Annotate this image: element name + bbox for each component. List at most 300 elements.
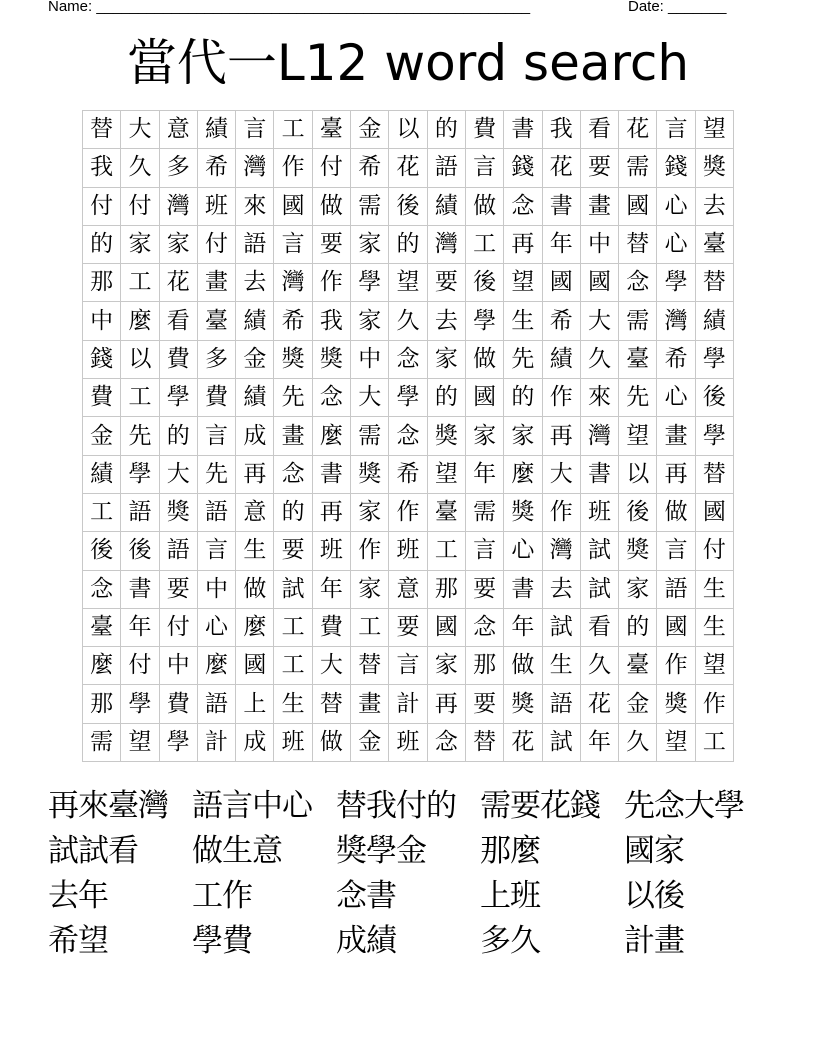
grid-cell[interactable]: 望 <box>695 111 733 149</box>
grid-cell[interactable]: 家 <box>351 493 389 531</box>
grid-cell[interactable]: 年 <box>465 455 503 493</box>
grid-cell[interactable]: 作 <box>274 149 312 187</box>
grid-cell[interactable]: 去 <box>427 302 465 340</box>
grid-cell[interactable]: 灣 <box>159 187 197 225</box>
grid-cell[interactable]: 學 <box>465 302 503 340</box>
grid-cell[interactable]: 要 <box>427 264 465 302</box>
grid-cell[interactable]: 付 <box>312 149 350 187</box>
grid-cell[interactable]: 國 <box>274 187 312 225</box>
grid-cell[interactable]: 再 <box>657 455 695 493</box>
grid-cell[interactable]: 後 <box>389 187 427 225</box>
grid-cell[interactable]: 家 <box>427 340 465 378</box>
grid-cell[interactable]: 做 <box>465 187 503 225</box>
grid-cell[interactable]: 年 <box>542 225 580 263</box>
grid-cell[interactable]: 中 <box>197 570 235 608</box>
grid-cell[interactable]: 國 <box>619 187 657 225</box>
grid-cell[interactable]: 中 <box>351 340 389 378</box>
grid-cell[interactable]: 計 <box>389 685 427 723</box>
grid-cell[interactable]: 費 <box>83 379 121 417</box>
grid-cell[interactable]: 計 <box>197 723 235 761</box>
grid-cell[interactable]: 語 <box>159 532 197 570</box>
grid-cell[interactable]: 獎 <box>695 149 733 187</box>
grid-cell[interactable]: 語 <box>121 493 159 531</box>
grid-cell[interactable]: 獎 <box>159 493 197 531</box>
grid-cell[interactable]: 念 <box>619 264 657 302</box>
grid-cell[interactable]: 念 <box>274 455 312 493</box>
grid-cell[interactable]: 去 <box>695 187 733 225</box>
grid-cell[interactable]: 家 <box>619 570 657 608</box>
grid-cell[interactable]: 付 <box>159 608 197 646</box>
grid-cell[interactable]: 大 <box>121 111 159 149</box>
grid-cell[interactable]: 要 <box>389 608 427 646</box>
grid-cell[interactable]: 績 <box>83 455 121 493</box>
grid-cell[interactable]: 臺 <box>427 493 465 531</box>
grid-cell[interactable]: 書 <box>312 455 350 493</box>
grid-cell[interactable]: 替 <box>695 455 733 493</box>
grid-cell[interactable]: 大 <box>351 379 389 417</box>
grid-cell[interactable]: 工 <box>121 264 159 302</box>
grid-cell[interactable]: 工 <box>427 532 465 570</box>
grid-cell[interactable]: 學 <box>695 417 733 455</box>
grid-cell[interactable]: 付 <box>197 225 235 263</box>
grid-cell[interactable]: 久 <box>389 302 427 340</box>
grid-cell[interactable]: 生 <box>695 608 733 646</box>
grid-cell[interactable]: 金 <box>236 340 274 378</box>
grid-cell[interactable]: 國 <box>465 379 503 417</box>
grid-cell[interactable]: 替 <box>619 225 657 263</box>
grid-cell[interactable]: 做 <box>504 647 542 685</box>
grid-cell[interactable]: 花 <box>159 264 197 302</box>
grid-cell[interactable]: 灣 <box>427 225 465 263</box>
grid-cell[interactable]: 那 <box>427 570 465 608</box>
grid-cell[interactable]: 意 <box>236 493 274 531</box>
grid-cell[interactable]: 需 <box>83 723 121 761</box>
grid-cell[interactable]: 試 <box>580 570 618 608</box>
grid-cell[interactable]: 畫 <box>274 417 312 455</box>
grid-row <box>83 264 734 302</box>
grid-cell[interactable]: 要 <box>159 570 197 608</box>
grid-cell[interactable]: 先 <box>121 417 159 455</box>
grid-cell[interactable]: 績 <box>695 302 733 340</box>
grid-cell[interactable]: 需 <box>465 493 503 531</box>
grid-cell[interactable]: 做 <box>312 723 350 761</box>
grid-cell[interactable]: 花 <box>542 149 580 187</box>
grid-cell[interactable]: 望 <box>619 417 657 455</box>
grid-cell[interactable]: 再 <box>236 455 274 493</box>
grid-cell[interactable]: 錢 <box>83 340 121 378</box>
grid-cell[interactable]: 言 <box>236 111 274 149</box>
grid-cell[interactable]: 書 <box>580 455 618 493</box>
grid-cell[interactable]: 家 <box>351 225 389 263</box>
grid-cell[interactable]: 望 <box>389 264 427 302</box>
grid-cell[interactable]: 望 <box>657 723 695 761</box>
grid-cell[interactable]: 付 <box>121 647 159 685</box>
grid-cell[interactable]: 麼 <box>504 455 542 493</box>
grid-cell[interactable]: 上 <box>236 685 274 723</box>
grid-cell[interactable]: 書 <box>121 570 159 608</box>
grid-cell[interactable]: 心 <box>197 608 235 646</box>
grid-cell[interactable]: 錢 <box>504 149 542 187</box>
grid-cell[interactable]: 學 <box>159 723 197 761</box>
grid-cell[interactable]: 言 <box>389 647 427 685</box>
grid-cell[interactable]: 工 <box>274 608 312 646</box>
grid-cell[interactable]: 心 <box>657 187 695 225</box>
grid-cell[interactable]: 工 <box>274 647 312 685</box>
grid-cell[interactable]: 臺 <box>83 608 121 646</box>
grid-cell[interactable]: 臺 <box>619 340 657 378</box>
grid-cell[interactable]: 班 <box>389 723 427 761</box>
grid-cell[interactable]: 生 <box>695 570 733 608</box>
grid-cell[interactable]: 作 <box>312 264 350 302</box>
grid-cell[interactable]: 那 <box>465 647 503 685</box>
grid-cell[interactable]: 學 <box>121 685 159 723</box>
grid-cell[interactable]: 先 <box>619 379 657 417</box>
grid-cell[interactable]: 的 <box>619 608 657 646</box>
grid-cell[interactable]: 望 <box>121 723 159 761</box>
grid-cell[interactable]: 金 <box>351 111 389 149</box>
grid-cell[interactable]: 試 <box>580 532 618 570</box>
grid-cell[interactable]: 試 <box>542 723 580 761</box>
grid-cell[interactable]: 替 <box>312 685 350 723</box>
grid-cell[interactable]: 家 <box>351 570 389 608</box>
grid-cell[interactable]: 臺 <box>312 111 350 149</box>
grid-cell[interactable]: 那 <box>83 264 121 302</box>
grid-cell[interactable]: 念 <box>83 570 121 608</box>
grid-cell[interactable]: 獎 <box>657 685 695 723</box>
grid-row <box>83 302 734 340</box>
grid-cell[interactable]: 麼 <box>236 608 274 646</box>
grid-cell[interactable]: 國 <box>427 608 465 646</box>
grid-cell[interactable]: 那 <box>83 685 121 723</box>
grid-cell[interactable]: 書 <box>542 187 580 225</box>
grid-cell[interactable]: 替 <box>465 723 503 761</box>
grid-cell[interactable]: 需 <box>351 417 389 455</box>
grid-cell[interactable]: 臺 <box>695 225 733 263</box>
grid-cell[interactable]: 語 <box>427 149 465 187</box>
grid-cell[interactable]: 做 <box>657 493 695 531</box>
grid-cell[interactable]: 的 <box>389 225 427 263</box>
grid-cell[interactable]: 試 <box>542 608 580 646</box>
grid-cell[interactable]: 需 <box>351 187 389 225</box>
grid-cell[interactable]: 後 <box>121 532 159 570</box>
grid-cell[interactable]: 語 <box>197 493 235 531</box>
grid-cell[interactable]: 後 <box>83 532 121 570</box>
grid-cell[interactable]: 希 <box>197 149 235 187</box>
grid-cell[interactable]: 大 <box>159 455 197 493</box>
grid-cell[interactable]: 麼 <box>197 647 235 685</box>
grid-cell[interactable]: 學 <box>695 340 733 378</box>
grid-cell[interactable]: 的 <box>159 417 197 455</box>
word-list-item: 多久 <box>480 923 540 959</box>
grid-cell[interactable]: 以 <box>619 455 657 493</box>
grid-cell[interactable]: 我 <box>542 111 580 149</box>
grid-cell[interactable]: 大 <box>580 302 618 340</box>
grid-cell[interactable]: 班 <box>197 187 235 225</box>
word-list-row <box>48 915 788 960</box>
grid-cell[interactable]: 績 <box>427 187 465 225</box>
grid-cell[interactable]: 後 <box>695 379 733 417</box>
grid-cell[interactable]: 費 <box>159 685 197 723</box>
grid-cell[interactable]: 久 <box>619 723 657 761</box>
grid-cell[interactable]: 學 <box>351 264 389 302</box>
grid-cell[interactable]: 班 <box>274 723 312 761</box>
grid-cell[interactable]: 望 <box>504 264 542 302</box>
grid-cell[interactable]: 績 <box>236 302 274 340</box>
grid-cell[interactable]: 成 <box>236 723 274 761</box>
grid-cell[interactable]: 家 <box>159 225 197 263</box>
grid-cell[interactable]: 作 <box>542 493 580 531</box>
grid-cell[interactable]: 大 <box>312 647 350 685</box>
grid-cell[interactable]: 言 <box>657 532 695 570</box>
word-list-item: 學費 <box>192 923 252 959</box>
grid-cell[interactable]: 國 <box>657 608 695 646</box>
grid-cell[interactable]: 先 <box>504 340 542 378</box>
grid-cell[interactable]: 要 <box>274 532 312 570</box>
grid-cell[interactable]: 花 <box>389 149 427 187</box>
grid-cell[interactable]: 再 <box>542 417 580 455</box>
grid-cell[interactable]: 灣 <box>236 149 274 187</box>
grid-cell[interactable]: 灣 <box>542 532 580 570</box>
grid-cell[interactable]: 獎 <box>351 455 389 493</box>
grid-cell[interactable]: 付 <box>695 532 733 570</box>
word-list-item: 上班 <box>480 878 540 914</box>
grid-cell[interactable]: 獎 <box>504 493 542 531</box>
grid-cell[interactable]: 希 <box>542 302 580 340</box>
grid-cell[interactable]: 言 <box>465 149 503 187</box>
grid-cell[interactable]: 臺 <box>619 647 657 685</box>
grid-cell[interactable]: 的 <box>83 225 121 263</box>
grid-cell[interactable]: 言 <box>465 532 503 570</box>
grid-cell[interactable]: 灣 <box>657 302 695 340</box>
grid-cell[interactable]: 金 <box>619 685 657 723</box>
grid-cell[interactable]: 替 <box>83 111 121 149</box>
grid-cell[interactable]: 班 <box>312 532 350 570</box>
grid-cell[interactable]: 多 <box>197 340 235 378</box>
grid-cell[interactable]: 後 <box>465 264 503 302</box>
grid-cell[interactable]: 中 <box>580 225 618 263</box>
grid-cell[interactable]: 以 <box>389 111 427 149</box>
grid-cell[interactable]: 獎 <box>274 340 312 378</box>
grid-cell[interactable]: 班 <box>389 532 427 570</box>
grid-cell[interactable]: 國 <box>236 647 274 685</box>
grid-cell[interactable]: 作 <box>657 647 695 685</box>
grid-cell[interactable]: 要 <box>465 685 503 723</box>
name-field-label: Name: ____________________________________________________ <box>48 0 531 15</box>
grid-cell[interactable]: 畫 <box>351 685 389 723</box>
grid-cell[interactable]: 中 <box>83 302 121 340</box>
grid-cell[interactable]: 心 <box>657 225 695 263</box>
grid-cell[interactable]: 來 <box>236 187 274 225</box>
grid-cell[interactable]: 灣 <box>274 264 312 302</box>
grid-cell[interactable]: 去 <box>236 264 274 302</box>
grid-cell[interactable]: 我 <box>312 302 350 340</box>
grid-cell[interactable]: 績 <box>542 340 580 378</box>
grid-cell[interactable]: 花 <box>619 111 657 149</box>
grid-cell[interactable]: 家 <box>121 225 159 263</box>
grid-cell[interactable]: 念 <box>389 340 427 378</box>
grid-cell[interactable]: 語 <box>197 685 235 723</box>
grid-cell[interactable]: 希 <box>657 340 695 378</box>
grid-cell[interactable]: 看 <box>580 608 618 646</box>
grid-cell[interactable]: 後 <box>619 493 657 531</box>
grid-cell[interactable]: 作 <box>542 379 580 417</box>
word-list-item: 希望 <box>48 923 108 959</box>
grid-cell[interactable]: 再 <box>504 225 542 263</box>
grid-cell[interactable]: 國 <box>542 264 580 302</box>
grid-cell[interactable]: 念 <box>504 187 542 225</box>
grid-cell[interactable]: 久 <box>580 647 618 685</box>
grid-cell[interactable]: 望 <box>427 455 465 493</box>
grid-cell[interactable]: 生 <box>274 685 312 723</box>
grid-cell[interactable]: 念 <box>389 417 427 455</box>
grid-cell[interactable]: 麼 <box>312 417 350 455</box>
grid-cell[interactable]: 需 <box>619 302 657 340</box>
word-list-item: 國家 <box>624 833 684 869</box>
grid-cell[interactable]: 績 <box>236 379 274 417</box>
grid-cell[interactable]: 錢 <box>657 149 695 187</box>
grid-cell[interactable]: 付 <box>83 187 121 225</box>
grid-cell[interactable]: 來 <box>580 379 618 417</box>
grid-cell[interactable]: 言 <box>657 111 695 149</box>
grid-cell[interactable]: 花 <box>504 723 542 761</box>
grid-cell[interactable]: 工 <box>274 111 312 149</box>
grid-cell[interactable]: 多 <box>159 149 197 187</box>
grid-cell[interactable]: 意 <box>389 570 427 608</box>
grid-cell[interactable]: 去 <box>542 570 580 608</box>
grid-cell[interactable]: 書 <box>504 111 542 149</box>
grid-cell[interactable]: 工 <box>83 493 121 531</box>
grid-cell[interactable]: 年 <box>121 608 159 646</box>
grid-cell[interactable]: 灣 <box>580 417 618 455</box>
grid-cell[interactable]: 工 <box>465 225 503 263</box>
grid-cell[interactable]: 成 <box>236 417 274 455</box>
grid-cell[interactable]: 念 <box>312 379 350 417</box>
grid-cell[interactable]: 心 <box>657 379 695 417</box>
grid-cell[interactable]: 念 <box>427 723 465 761</box>
grid-cell[interactable]: 花 <box>580 685 618 723</box>
grid-cell[interactable]: 學 <box>159 379 197 417</box>
grid-cell[interactable]: 語 <box>542 685 580 723</box>
grid-cell[interactable]: 再 <box>312 493 350 531</box>
grid-cell[interactable]: 班 <box>580 493 618 531</box>
grid-cell[interactable]: 的 <box>504 379 542 417</box>
grid-cell[interactable]: 要 <box>465 570 503 608</box>
grid-cell[interactable]: 的 <box>274 493 312 531</box>
grid-cell[interactable]: 我 <box>83 149 121 187</box>
grid-cell[interactable]: 言 <box>274 225 312 263</box>
grid-cell[interactable]: 學 <box>657 264 695 302</box>
grid-cell[interactable]: 費 <box>159 340 197 378</box>
grid-cell[interactable]: 替 <box>695 264 733 302</box>
grid-cell[interactable]: 念 <box>465 608 503 646</box>
grid-cell[interactable]: 要 <box>580 149 618 187</box>
grid-cell[interactable]: 家 <box>351 302 389 340</box>
grid-cell[interactable]: 生 <box>504 302 542 340</box>
grid-cell[interactable]: 作 <box>695 685 733 723</box>
grid-cell[interactable]: 言 <box>197 417 235 455</box>
grid-cell[interactable]: 看 <box>580 111 618 149</box>
grid-cell[interactable]: 需 <box>619 149 657 187</box>
grid-cell[interactable]: 語 <box>236 225 274 263</box>
grid-cell[interactable]: 書 <box>504 570 542 608</box>
grid-cell[interactable]: 先 <box>274 379 312 417</box>
grid-cell[interactable]: 意 <box>159 111 197 149</box>
grid-cell[interactable]: 家 <box>504 417 542 455</box>
grid-cell[interactable]: 替 <box>351 647 389 685</box>
grid-cell[interactable]: 畫 <box>580 187 618 225</box>
grid-cell[interactable]: 大 <box>542 455 580 493</box>
grid-cell[interactable]: 作 <box>351 532 389 570</box>
grid-cell[interactable]: 做 <box>236 570 274 608</box>
grid-cell[interactable]: 久 <box>121 149 159 187</box>
grid-cell[interactable]: 希 <box>274 302 312 340</box>
grid-cell[interactable]: 工 <box>121 379 159 417</box>
grid-cell[interactable]: 獎 <box>619 532 657 570</box>
grid-cell[interactable]: 臺 <box>197 302 235 340</box>
grid-cell[interactable]: 家 <box>465 417 503 455</box>
grid-cell[interactable]: 的 <box>427 379 465 417</box>
grid-cell[interactable]: 費 <box>465 111 503 149</box>
grid-cell[interactable]: 國 <box>695 493 733 531</box>
grid-cell[interactable]: 試 <box>274 570 312 608</box>
grid-cell[interactable]: 望 <box>695 647 733 685</box>
grid-cell[interactable]: 績 <box>197 111 235 149</box>
grid-cell[interactable]: 家 <box>427 647 465 685</box>
grid-cell[interactable]: 作 <box>389 493 427 531</box>
grid-cell[interactable]: 學 <box>121 455 159 493</box>
grid-cell[interactable]: 獎 <box>427 417 465 455</box>
grid-cell[interactable]: 心 <box>504 532 542 570</box>
grid-cell[interactable]: 要 <box>312 225 350 263</box>
grid-cell[interactable]: 畫 <box>657 417 695 455</box>
grid-cell[interactable]: 畫 <box>197 264 235 302</box>
grid-cell[interactable]: 年 <box>580 723 618 761</box>
grid-cell[interactable]: 工 <box>351 608 389 646</box>
grid-cell[interactable]: 以 <box>121 340 159 378</box>
grid-cell[interactable]: 年 <box>504 608 542 646</box>
grid-cell[interactable]: 學 <box>389 379 427 417</box>
grid-cell[interactable]: 語 <box>657 570 695 608</box>
grid-cell[interactable]: 的 <box>427 111 465 149</box>
grid-row <box>83 149 734 187</box>
grid-cell[interactable]: 付 <box>121 187 159 225</box>
grid-cell[interactable]: 工 <box>695 723 733 761</box>
grid-cell[interactable]: 中 <box>159 647 197 685</box>
grid-cell[interactable]: 獎 <box>504 685 542 723</box>
grid-cell[interactable]: 生 <box>542 647 580 685</box>
grid-cell[interactable]: 言 <box>197 532 235 570</box>
grid-cell[interactable]: 看 <box>159 302 197 340</box>
word-list-item: 試試看 <box>48 833 138 869</box>
grid-cell[interactable]: 費 <box>197 379 235 417</box>
grid-cell[interactable]: 久 <box>580 340 618 378</box>
grid-cell[interactable]: 先 <box>197 455 235 493</box>
grid-cell[interactable]: 麼 <box>83 647 121 685</box>
grid-cell[interactable]: 金 <box>351 723 389 761</box>
grid-cell[interactable]: 做 <box>465 340 503 378</box>
grid-cell[interactable]: 國 <box>580 264 618 302</box>
grid-cell[interactable]: 做 <box>312 187 350 225</box>
grid-cell[interactable]: 希 <box>389 455 427 493</box>
grid-cell[interactable]: 希 <box>351 149 389 187</box>
grid-cell[interactable]: 麼 <box>121 302 159 340</box>
grid-cell[interactable]: 再 <box>427 685 465 723</box>
grid-cell[interactable]: 獎 <box>312 340 350 378</box>
grid-cell[interactable]: 生 <box>236 532 274 570</box>
grid-cell[interactable]: 年 <box>312 570 350 608</box>
grid-cell[interactable]: 金 <box>83 417 121 455</box>
grid-cell[interactable]: 費 <box>312 608 350 646</box>
